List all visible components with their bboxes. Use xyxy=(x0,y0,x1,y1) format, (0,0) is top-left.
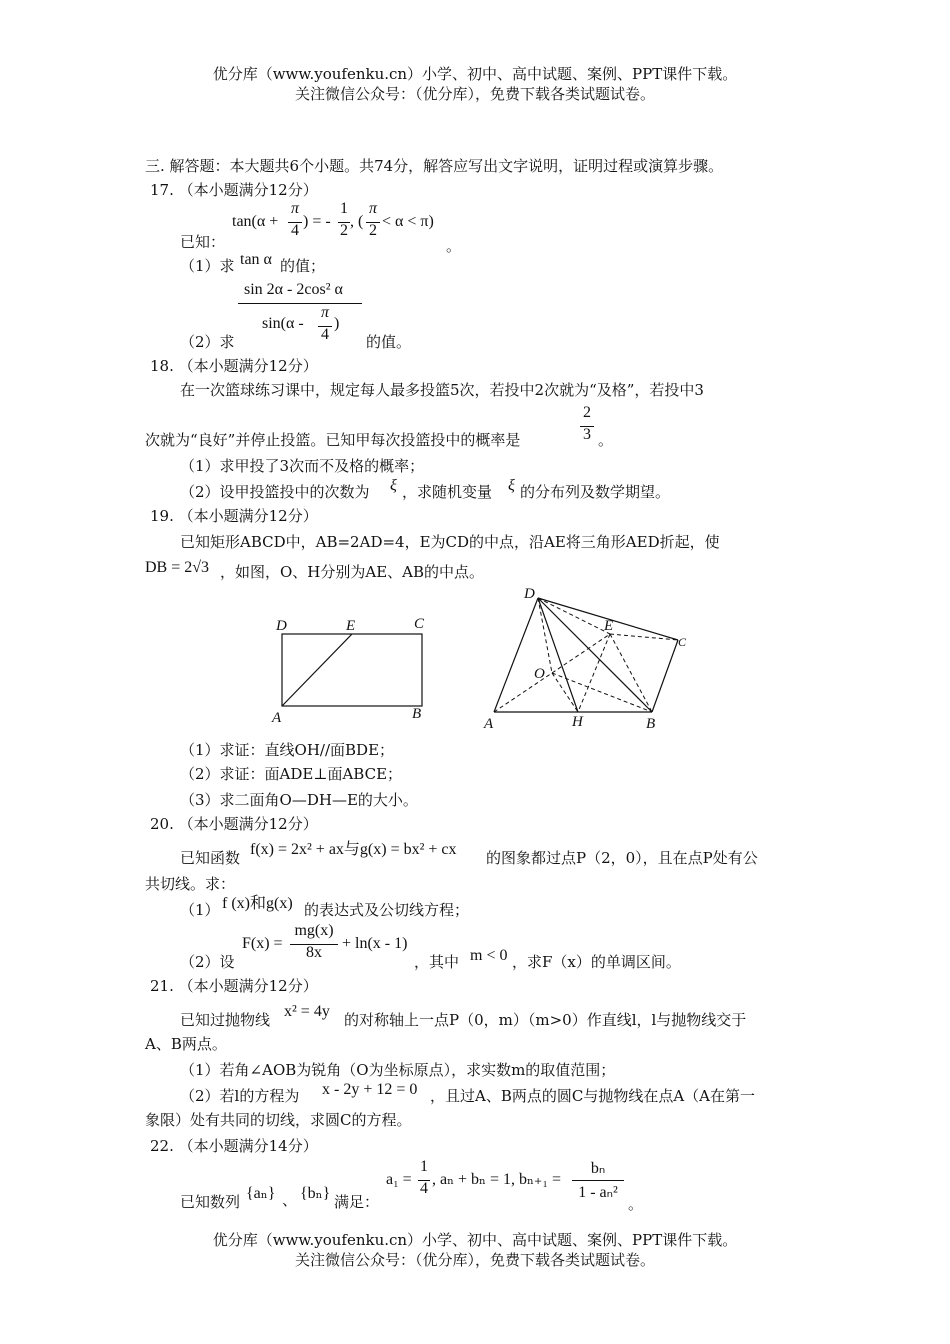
edge-bc xyxy=(652,640,678,712)
q22-intro-a: 已知数列 xyxy=(180,1193,241,1211)
fig2-label-e: E xyxy=(604,618,614,634)
q17-frac-bar xyxy=(288,222,302,223)
q20-part2-c: ，求F（x）的单调区间。 xyxy=(512,953,681,971)
q18-part2-c: 的分布列及数学期望。 xyxy=(520,483,671,501)
q22-a1-num: 1 xyxy=(420,1158,428,1175)
fig1-label-e: E xyxy=(346,618,356,634)
q17-part2-bar xyxy=(238,303,362,304)
q21-line1-a: 已知过抛物线 xyxy=(180,1011,271,1029)
q17-frac-pi-2: π xyxy=(368,200,377,217)
q20-F-frac xyxy=(290,922,338,962)
q18-part2-a: （2）设甲投篮投中的次数为 xyxy=(180,483,370,501)
q17-part2-four: 4 xyxy=(321,326,329,343)
q20-part1-b: 的表达式及公切线方程； xyxy=(304,901,470,919)
q17-part2-prefix: （2）求 xyxy=(180,333,235,351)
q20-F-rest: + ln(x - 1) xyxy=(342,935,408,952)
q17-frac-half xyxy=(338,200,350,240)
q17-eq-lhs: tan(α + xyxy=(232,213,279,230)
q22-intro-b: 满足： xyxy=(334,1193,380,1211)
q17-given-label: 已知： xyxy=(180,233,226,251)
q18-line2: 次就为“良好”并停止投篮。已知甲每次投篮投中的概率是 xyxy=(145,431,521,449)
footer-line-1: 优分库（www.youfenku.cn）小学、初中、高中试题、案例、PPT课件下载。 xyxy=(212,1231,738,1249)
q18-line1: 在一次篮球练习课中，规定每人最多投篮5次，若投中2次就为“及格”，若投中3 xyxy=(180,381,704,399)
edge-da xyxy=(494,598,538,712)
segment-ae xyxy=(282,634,352,706)
q22-a1-den: 4 xyxy=(420,1180,428,1197)
q19-figure-pyramid xyxy=(480,584,690,732)
q17-part2-den-a: sin(α - xyxy=(262,315,304,332)
q18-line2-end: 。 xyxy=(598,431,614,449)
q19-db-expr: DB = 2√3 xyxy=(145,559,210,576)
q19-part3: （3）求二面角O—DH—E的大小。 xyxy=(180,791,418,809)
fig1-label-a: A xyxy=(272,710,282,726)
footer-line-2: 关注微信公众号：（优分库），免费下载各类试题试卷。 xyxy=(294,1251,655,1269)
fig1-label-b: B xyxy=(412,706,422,722)
q21-part2-b: ，且过A、B两点的圆C与抛物线在点A（A在第一 xyxy=(430,1087,755,1105)
q17-frac-pi4 xyxy=(288,200,302,240)
q17-tan-alpha: tan α xyxy=(240,251,272,268)
q20-title: 20. （本小题满分12分） xyxy=(150,815,318,833)
q17-frac-pi: π xyxy=(290,200,299,217)
q20-F-num: mg(x) xyxy=(294,922,334,939)
q17-period: 。 xyxy=(446,237,462,255)
q17-part1-suffix: 的值； xyxy=(280,257,326,275)
q22-b-bar xyxy=(572,1180,624,1181)
q17-frac-one: 1 xyxy=(340,200,348,217)
q20-F-bar xyxy=(290,944,338,945)
q22-bn: {bₙ} xyxy=(300,1185,331,1202)
fig1-label-d: D xyxy=(276,618,287,634)
fig2-label-b: B xyxy=(646,716,656,732)
q20-line2: 共切线。求： xyxy=(145,875,236,893)
q18-xi-2: ξ xyxy=(508,477,515,494)
edge-oh xyxy=(552,673,578,712)
q18-title: 18. （本小题满分12分） xyxy=(150,357,318,375)
q17-part2-suffix: 的值。 xyxy=(366,333,412,351)
q20-line1-b: 的图象都过点P（2，0），且在点P处有公 xyxy=(486,849,758,867)
q17-part2-frac xyxy=(318,304,332,344)
q17-range-open: , ( xyxy=(350,213,364,230)
q20-part2-a: （2）设 xyxy=(180,953,235,971)
q19-part1: （1）求证：直线OH//面BDE； xyxy=(180,741,395,759)
q20-part1-a: （1） xyxy=(180,901,220,919)
q17-title: 17. （本小题满分12分） xyxy=(150,181,318,199)
q22-a1-bar xyxy=(418,1180,430,1181)
q22-mid: , aₙ + bₙ = 1, bₙ₊₁ = xyxy=(432,1171,561,1188)
q19-figure-rectangle xyxy=(268,610,438,726)
q22-b-den: 1 - aₙ² xyxy=(578,1184,618,1201)
q17-range-rest: < α < π) xyxy=(382,213,434,230)
header-line-2: 关注微信公众号：（优分库），免费下载各类试题试卷。 xyxy=(294,85,655,103)
q21-line-eq: x - 2y + 12 = 0 xyxy=(322,1081,418,1098)
fig2-label-o: O xyxy=(534,666,545,682)
fig1-label-c: C xyxy=(414,616,425,632)
q21-line2: A、B两点。 xyxy=(145,1035,227,1053)
q19-line1: 已知矩形ABCD中，AB=2AD=4，E为CD的中点，沿AE将三角形AED折起，使 xyxy=(180,533,720,551)
q19-line2-rest: ，如图，O、H分别为AE、AB的中点。 xyxy=(220,563,485,581)
q20-part2-b: ，其中 xyxy=(414,953,460,971)
q21-title: 21. （本小题满分12分） xyxy=(150,977,318,995)
q19-part2: （2）求证：面ADE⊥面ABCE； xyxy=(180,765,403,783)
q20-F-lhs: F(x) = xyxy=(242,935,283,952)
q22-title: 22. （本小题满分14分） xyxy=(150,1137,318,1155)
q21-line3: 象限）处有共同的切线，求圆C的方程。 xyxy=(145,1111,412,1129)
q17-frac-two-2: 2 xyxy=(369,222,377,239)
header-line-1: 优分库（www.youfenku.cn）小学、初中、高中试题、案例、PPT课件下载。 xyxy=(212,65,738,83)
rect-abcd xyxy=(282,634,422,706)
q17-eq-mid: ) = - xyxy=(303,213,331,230)
q18-part2-b: ，求随机变量 xyxy=(402,483,493,501)
q18-prob-bar xyxy=(580,426,594,427)
q17-part2-frac-bar xyxy=(318,326,332,327)
q20-m-cond: m < 0 xyxy=(470,947,508,964)
q22-sep: 、 xyxy=(282,1191,298,1209)
q20-line1-a: 已知函数 xyxy=(180,849,241,867)
edge-eb xyxy=(610,634,652,712)
q20-F-den: 8x xyxy=(306,944,322,961)
fig2-label-h: H xyxy=(572,714,583,730)
q17-part1-prefix: （1）求 xyxy=(180,257,235,275)
edge-eh xyxy=(578,634,610,712)
q19-title: 19. （本小题满分12分） xyxy=(150,507,318,525)
fig2-label-a: A xyxy=(484,716,494,732)
section-intro: 三. 解答题：本大题共6个小题。共74分，解答应写出文字说明，证明过程或演算步骤。 xyxy=(145,157,724,175)
q18-prob-frac xyxy=(580,404,594,444)
q22-end: 。 xyxy=(628,1195,644,1213)
q21-part2-a: （2）若l的方程为 xyxy=(180,1087,300,1105)
fig2-label-d: D xyxy=(524,586,535,602)
q17-frac-four: 4 xyxy=(291,222,299,239)
q22-b-frac xyxy=(572,1158,624,1202)
q17-frac-bar-3 xyxy=(366,222,380,223)
q17-part2-num: sin 2α - 2cos² α xyxy=(244,281,343,298)
q21-part1: （1）若角∠AOB为锐角（O为坐标原点），求实数m的取值范围； xyxy=(180,1061,616,1079)
fig2-label-c: C xyxy=(678,635,687,649)
q17-part2-pi: π xyxy=(320,304,329,321)
q21-line1-b: 的对称轴上一点P（0，m）（m>0）作直线l，l与抛物线交于 xyxy=(344,1011,747,1029)
q17-frac-bar-2 xyxy=(338,222,350,223)
q18-prob-den: 3 xyxy=(583,426,591,443)
q18-part1: （1）求甲投了3次而不及格的概率； xyxy=(180,457,425,475)
q21-parabola: x² = 4y xyxy=(284,1003,330,1020)
q22-a1-frac xyxy=(418,1158,430,1198)
q20-func-expr: f(x) = 2x² + ax与g(x) = bx² + cx xyxy=(250,841,457,858)
q18-xi-1: ξ xyxy=(390,477,397,494)
q20-fg: f (x)和g(x) xyxy=(222,895,293,912)
q22-a1: a₁ = xyxy=(386,1171,412,1188)
q17-frac-two: 2 xyxy=(340,222,348,239)
q17-frac-pi2 xyxy=(366,200,380,240)
q22-an: {aₙ} xyxy=(246,1185,276,1202)
q18-prob-num: 2 xyxy=(583,404,591,421)
q17-part2-den-b: ) xyxy=(334,315,340,332)
q22-b-num: bₙ xyxy=(590,1160,606,1177)
